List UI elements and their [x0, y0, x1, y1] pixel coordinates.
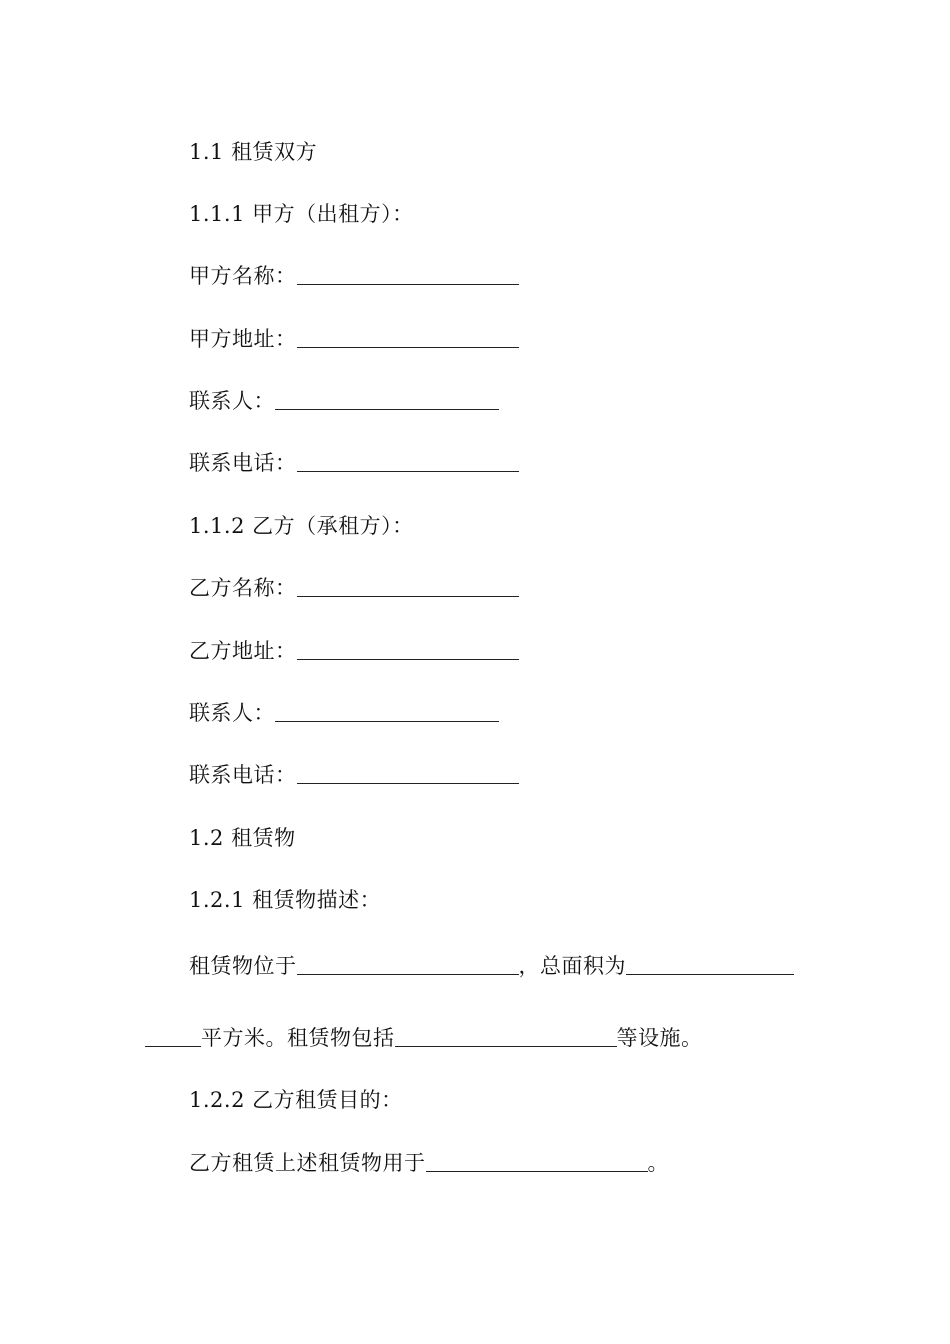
party-b-address-label: 乙方地址：	[189, 639, 297, 663]
area-blank-start[interactable]	[626, 952, 794, 975]
party-a-contact-label: 联系人：	[189, 389, 275, 413]
party-b-contact-label: 联系人：	[189, 701, 275, 725]
purpose-blank[interactable]	[426, 1149, 648, 1172]
area-blank-end[interactable]	[145, 1024, 201, 1047]
party-b-contact-row	[189, 698, 499, 728]
section-title: 1.1 租赁双方	[189, 140, 318, 164]
party-b-phone-row	[189, 760, 519, 790]
party-a-phone-blank[interactable]	[297, 449, 519, 472]
section-heading-1-2	[189, 823, 296, 853]
total-area-text: ，总面积为	[518, 954, 626, 978]
section-heading-1-2-2	[189, 1085, 403, 1115]
party-a-address-row	[189, 324, 519, 354]
section-title: 1.2 租赁物	[189, 826, 296, 850]
party-b-phone-label: 联系电话：	[189, 763, 297, 787]
party-a-name-row	[189, 261, 519, 291]
party-a-contact-blank[interactable]	[275, 387, 499, 410]
square-meters-text: 平方米。租赁物包括	[201, 1026, 395, 1050]
party-a-address-label: 甲方地址：	[189, 327, 297, 351]
party-b-name-label: 乙方名称：	[189, 576, 297, 600]
description-row-2	[145, 1023, 703, 1053]
location-blank[interactable]	[297, 952, 519, 975]
section-heading-1-1-1	[189, 199, 414, 229]
section-title: 1.2.2 乙方租赁目的：	[189, 1088, 403, 1112]
description-row-1	[189, 951, 794, 981]
facilities-blank[interactable]	[395, 1024, 617, 1047]
section-title: 1.1.2 乙方（承租方）：	[189, 514, 414, 538]
party-b-name-row	[189, 573, 519, 603]
section-title: 1.2.1 租赁物描述：	[189, 888, 382, 912]
party-a-phone-row	[189, 448, 519, 478]
party-b-address-row	[189, 636, 519, 666]
section-heading-1-1-2	[189, 511, 414, 541]
section-heading-1-1	[189, 137, 317, 167]
section-heading-1-2-1	[189, 885, 381, 915]
party-a-name-blank[interactable]	[297, 262, 519, 285]
party-a-address-blank[interactable]	[297, 325, 519, 348]
party-a-phone-label: 联系电话：	[189, 451, 297, 475]
party-b-contact-blank[interactable]	[275, 699, 499, 722]
purpose-end: 。	[647, 1151, 669, 1175]
facilities-text: 等设施。	[616, 1026, 703, 1050]
party-a-name-label: 甲方名称：	[189, 264, 297, 288]
party-a-contact-row	[189, 386, 499, 416]
party-b-address-blank[interactable]	[297, 637, 519, 660]
purpose-row	[189, 1148, 669, 1178]
purpose-text: 乙方租赁上述租赁物用于	[189, 1151, 426, 1175]
located-at-text: 租赁物位于	[189, 954, 297, 978]
section-title: 1.1.1 甲方（出租方）：	[189, 202, 414, 226]
party-b-phone-blank[interactable]	[297, 761, 519, 784]
party-b-name-blank[interactable]	[297, 574, 519, 597]
